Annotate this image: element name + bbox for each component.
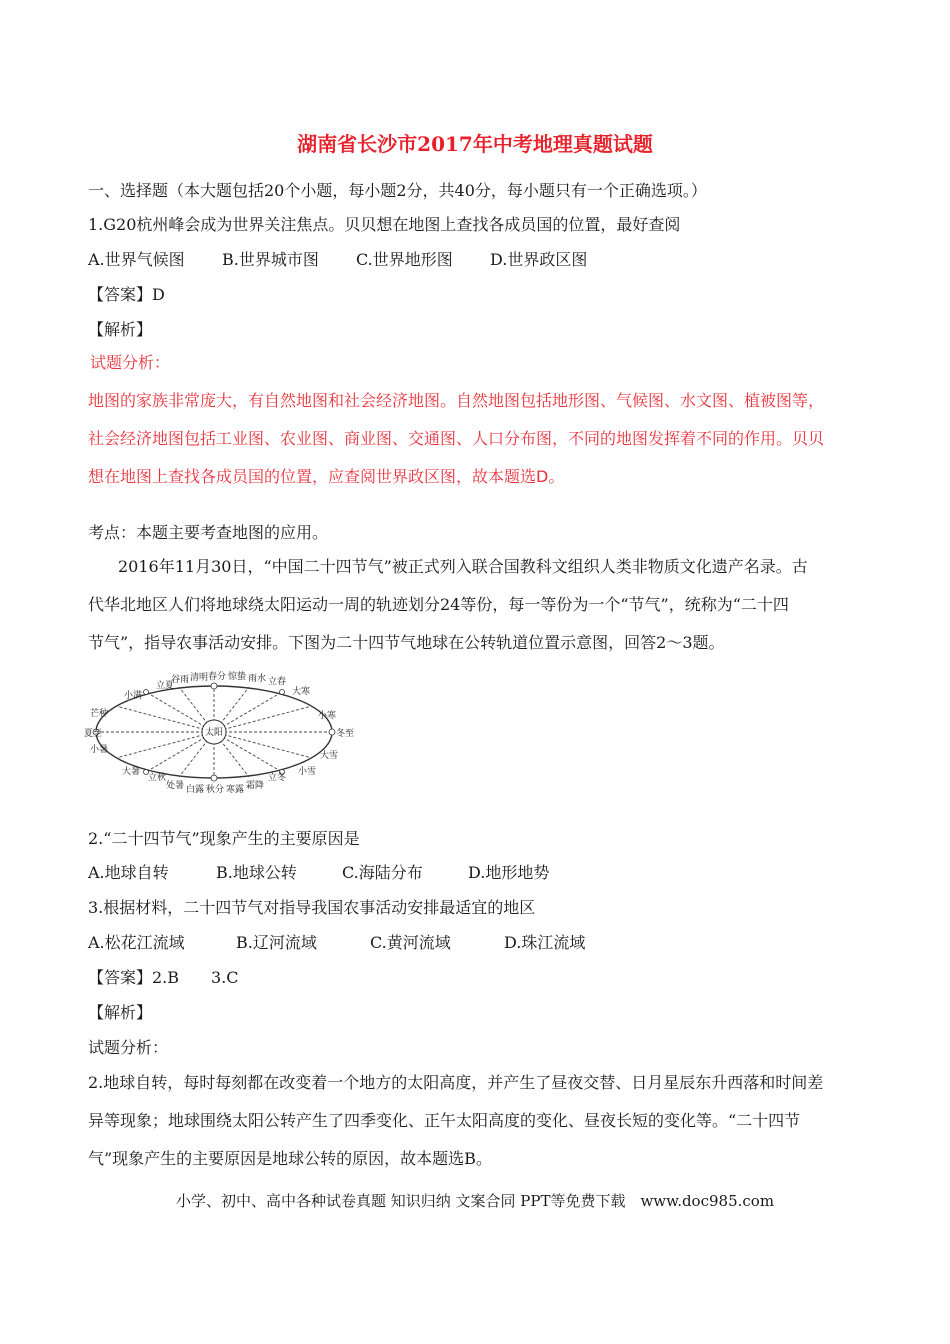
option-c: C.海陆分布 <box>342 863 423 882</box>
term-label: 小寒 <box>318 711 337 721</box>
section-heading: 一、选择题（本大题包括20个小题，每小题2分，共40分，每小题只有一个正确选项。） <box>88 181 707 200</box>
term-label: 立春 <box>268 677 287 687</box>
term-label: 小暑 <box>90 745 109 755</box>
term-label: 白露 <box>186 785 205 795</box>
term-label: 处暑 <box>166 781 185 791</box>
answer-1: 【答案】D <box>88 285 165 304</box>
option-d: D.世界政区图 <box>490 250 588 269</box>
page-footer: 小学、初中、高中各种试卷真题 知识归纳 文案合同 PPT等免费下载 www.doc985.com <box>175 1192 775 1210</box>
page-title: 湖南省长沙市2017年中考地理真题试题 <box>297 132 653 156</box>
analysis-line: 社会经济地图包括工业图、农业图、商业图、交通图、人口分布图，不同的地图发挥着不同的作用。贝贝 <box>88 429 825 448</box>
analysis-label-2: 【解析】 <box>88 1003 153 1022</box>
option-d: D.珠江流域 <box>504 933 586 952</box>
option-c: C.黄河流域 <box>370 933 451 952</box>
term-label: 春分 <box>208 672 227 682</box>
option-a: A.松花江流域 <box>88 933 185 952</box>
term-label: 夏至 <box>84 729 103 739</box>
question-2-stem: 2.“二十四节气”现象产生的主要原因是 <box>88 829 360 848</box>
analysis-line: 气”现象产生的主要原因是地球公转的原因，故本题选B。 <box>88 1149 492 1168</box>
term-label: 秋分 <box>206 785 225 795</box>
option-a: A.地球自转 <box>88 863 169 882</box>
solar-terms-orbit-diagram <box>86 668 356 798</box>
term-label: 雨水 <box>248 674 267 684</box>
analysis-label-1: 【解析】 <box>88 320 153 339</box>
term-label: 霜降 <box>246 781 265 791</box>
term-label: 大暑 <box>122 767 141 777</box>
analysis-title-1: 试题分析： <box>90 353 171 372</box>
option-a: A.世界气候图 <box>88 250 185 269</box>
kaodian: 考点：本题主要考查地图的应用。 <box>88 523 329 542</box>
question-3-options <box>88 932 585 954</box>
term-label: 冬至 <box>336 729 355 739</box>
question-3-stem: 3.根据材料，二十四节气对指导我国农事活动安排最适宜的地区 <box>88 898 536 917</box>
term-label: 小雪 <box>298 767 317 777</box>
term-label: 谷雨 <box>171 675 190 685</box>
term-label: 立秋 <box>148 773 167 783</box>
term-label: 立夏 <box>156 681 175 691</box>
term-label: 清明 <box>190 673 209 683</box>
sun-label: 太阳 <box>204 728 224 738</box>
material-line: 代华北地区人们将地球绕太阳运动一周的轨迹划分24等份，每一等份为一个“节气”，统称为“二十四 <box>88 595 789 614</box>
material-line: 2016年11月30日，“中国二十四节气”被正式列入联合国教科文组织人类非物质文化遗产名录。古 <box>118 557 808 576</box>
analysis-line: 异等现象；地球围绕太阳公转产生了四季变化、正午太阳高度的变化、昼夜长短的变化等。“二十四节 <box>88 1111 801 1130</box>
analysis-title-2: 试题分析： <box>88 1038 169 1057</box>
analysis-line: 想在地图上查找各成员国的位置，应查阅世界政区图，故本题选D。 <box>88 467 565 486</box>
material-line: 节气”，指导农事活动安排。下图为二十四节气地球在公转轨道位置示意图，回答2～3题。 <box>88 633 725 652</box>
question-2-options <box>88 862 549 884</box>
question-1-options <box>88 249 587 271</box>
analysis-line: 2.地球自转，每时每刻都在改变着一个地方的太阳高度，并产生了昼夜交替、日月星辰东升西落和时间差 <box>88 1073 824 1092</box>
answer-2-3: 【答案】2.B 3.C <box>88 968 239 987</box>
option-c: C.世界地形图 <box>356 250 453 269</box>
term-label: 大雪 <box>320 751 339 761</box>
term-label: 惊蛰 <box>228 672 247 682</box>
option-b: B.辽河流域 <box>236 933 317 952</box>
term-label: 芒种 <box>90 709 109 719</box>
question-1-stem: 1.G20杭州峰会成为世界关注焦点。贝贝想在地图上查找各成员国的位置，最好查阅 <box>88 215 681 234</box>
analysis-line: 地图的家族非常庞大，有自然地图和社会经济地图。自然地图包括地形图、气候图、水文图、植被图等， <box>88 391 825 410</box>
term-label: 寒露 <box>226 785 245 795</box>
term-label: 立冬 <box>268 773 287 783</box>
term-label: 大寒 <box>292 687 311 697</box>
option-b: B.地球公转 <box>216 863 297 882</box>
option-d: D.地形地势 <box>468 863 550 882</box>
option-b: B.世界城市图 <box>222 250 319 269</box>
term-label: 小满 <box>124 691 143 701</box>
